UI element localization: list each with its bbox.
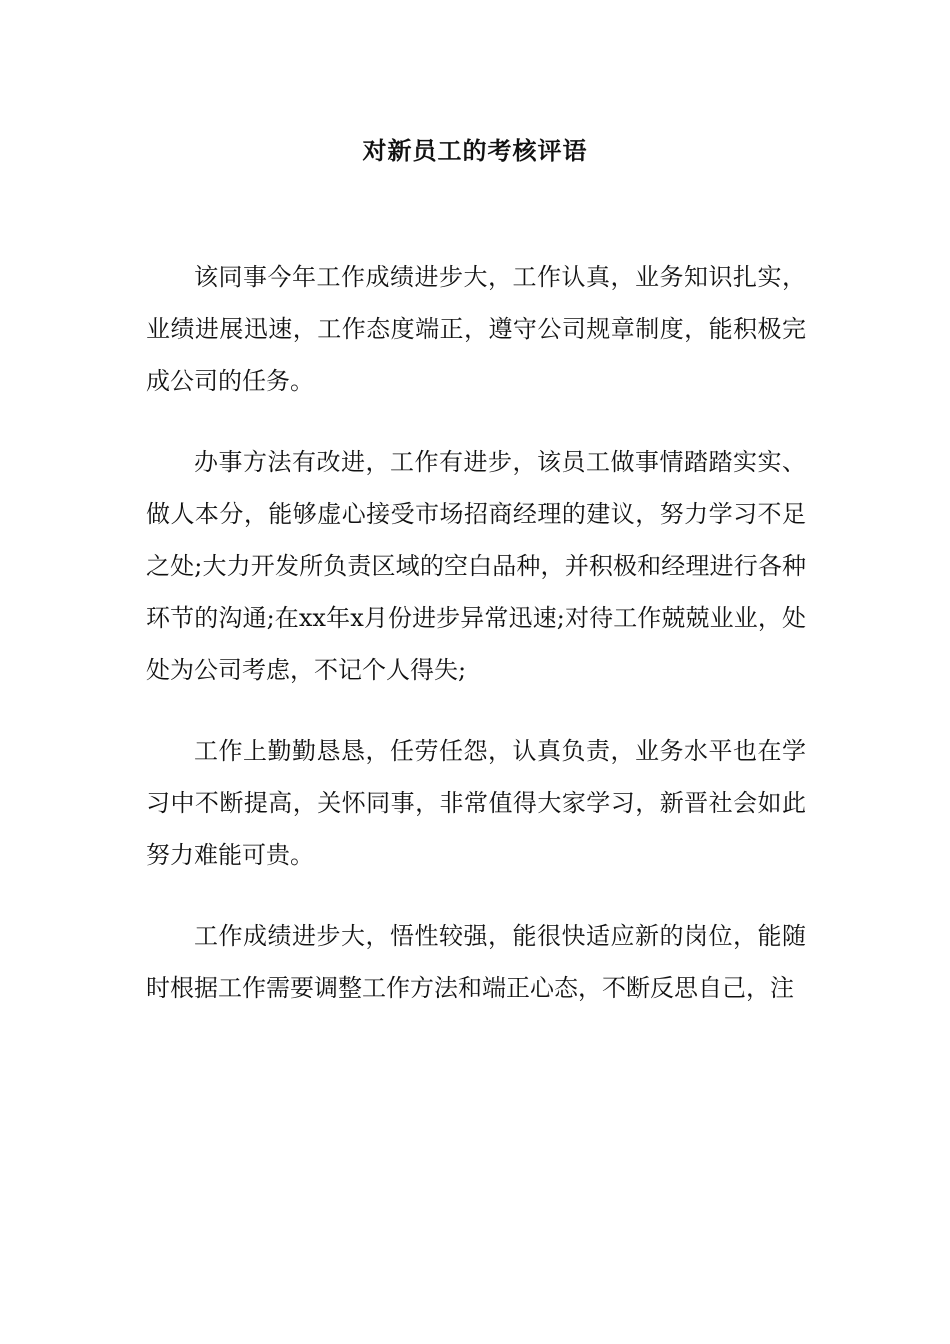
document-title: 对新员工的考核评语 bbox=[362, 136, 588, 165]
paragraph-3: 工作上勤勤恳恳，任劳任怨，认真负责，业务水平也在学习中不断提高，关怀同事，非常值得大家学习，新晋社会如此努力难能可贵。 bbox=[146, 737, 806, 869]
document-body bbox=[146, 251, 806, 1043]
paragraph-4: 工作成绩进步大，悟性较强，能很快适应新的岗位，能随时根据工作需要调整工作方法和端正心态，不断反思自己，注 bbox=[146, 922, 806, 1002]
paragraph-1: 该同事今年工作成绩进步大，工作认真，业务知识扎实，业绩进展迅速，工作态度端正，遵守公司规章制度，能积极完成公司的任务。 bbox=[146, 263, 806, 395]
paragraph-2: 办事方法有改进，工作有进步，该员工做事情踏踏实实、做人本分，能够虚心接受市场招商经理的建议，努力学习不足之处;大力开发所负责区域的空白品种，并积极和经理进行各种环节的沟通;在xx年x月份进步异常迅速;对待工作兢兢业业，处处为公司考虑，不记个人得失; bbox=[146, 448, 806, 684]
